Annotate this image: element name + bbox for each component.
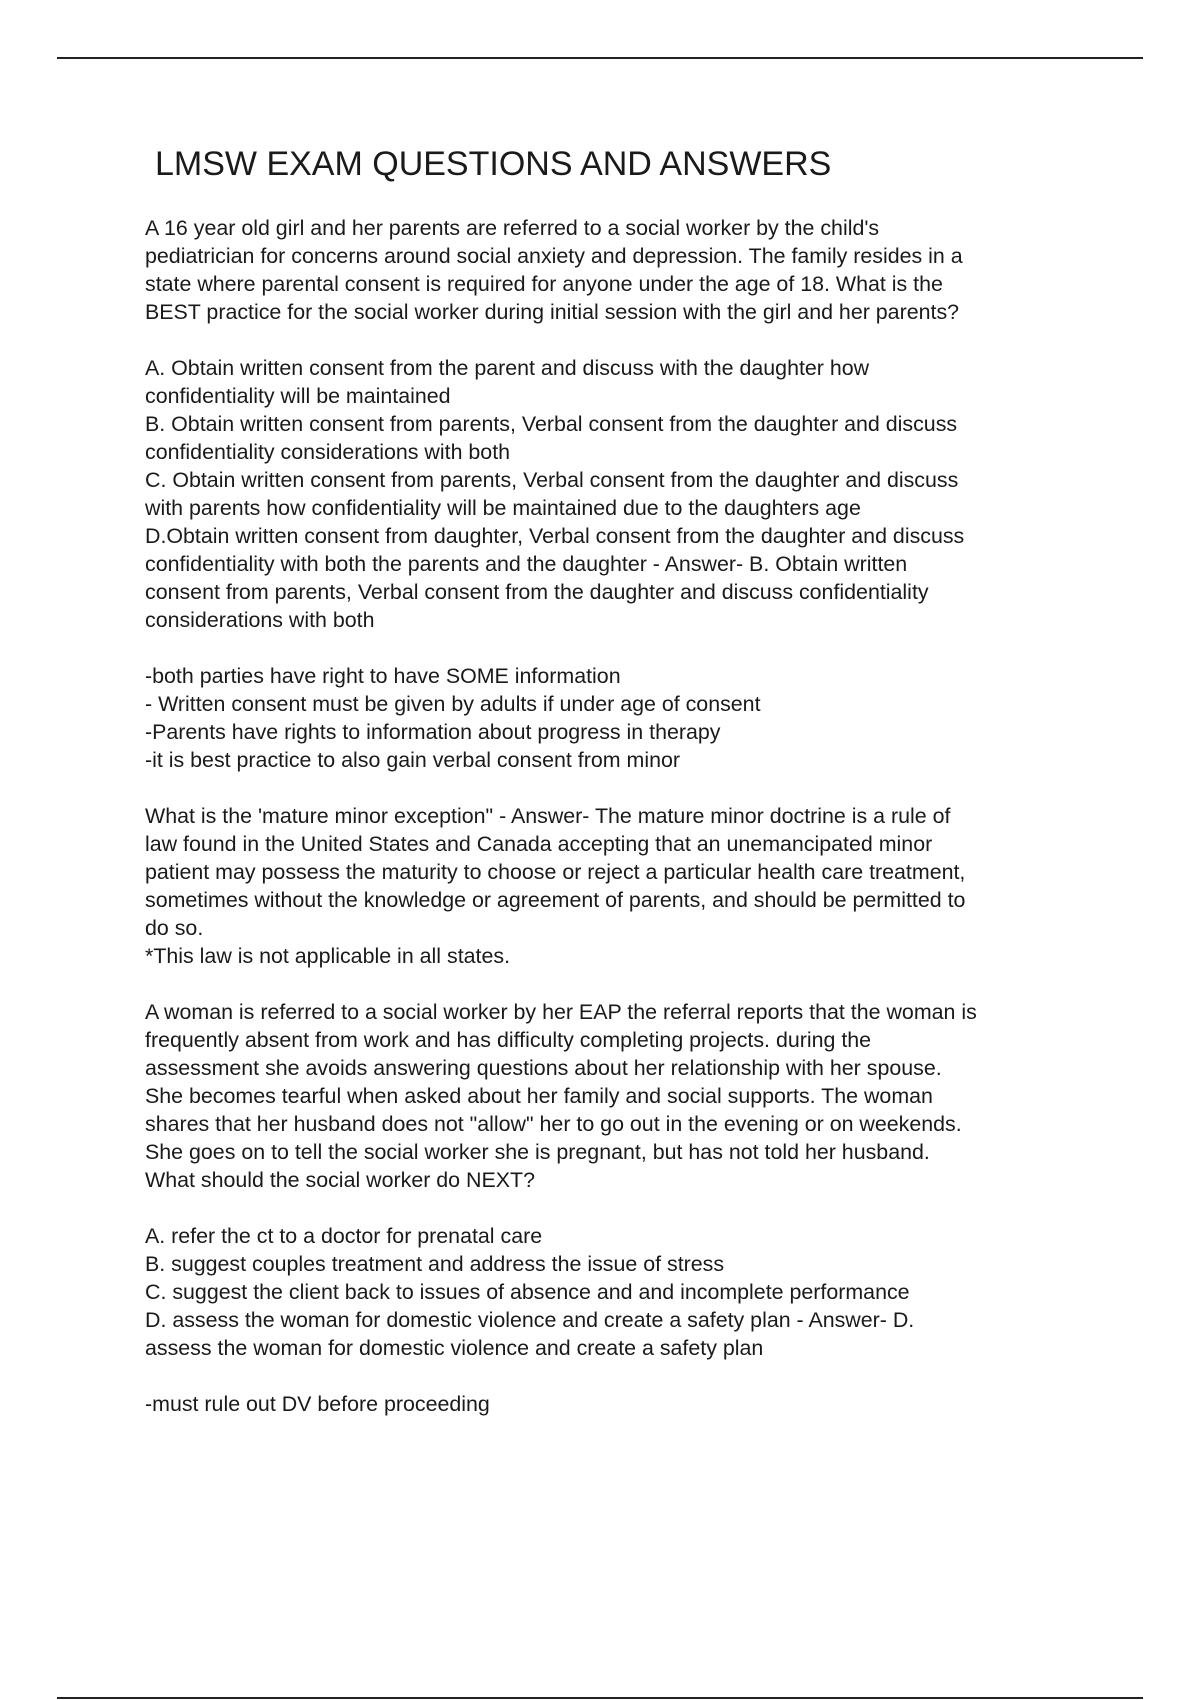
text-line: B. suggest couples treatment and address the issue of stress [145, 1252, 725, 1276]
text-line: -must rule out DV before proceeding [145, 1392, 490, 1416]
text-line: confidentiality with both the parents and the daughter - Answer- B. Obtain written [145, 552, 908, 576]
text-line: C. suggest the client back to issues of absence and and incomplete performance [145, 1280, 910, 1304]
question-3-notes [145, 1390, 1105, 1418]
top-rule [57, 57, 1143, 59]
text-line: sometimes without the knowledge or agreement of parents, and should be permitted to [145, 888, 966, 912]
text-line: What is the 'mature minor exception" - Answer- The mature minor doctrine is a rule of [145, 804, 951, 828]
text-line: confidentiality considerations with both [145, 440, 511, 464]
text-line: with parents how confidentiality will be maintained due to the daughters age [145, 496, 861, 520]
question-1-options [145, 354, 1105, 634]
text-line: *This law is not applicable in all states. [145, 944, 511, 968]
text-line: -it is best practice to also gain verbal consent from minor [145, 748, 680, 772]
page-title: LMSW EXAM QUESTIONS AND ANSWERS [155, 145, 832, 183]
text-line: -Parents have rights to information about progress in therapy [145, 720, 721, 744]
question-3-options [145, 1222, 1105, 1362]
text-line: consent from parents, Verbal consent from the daughter and discuss confidentiality [145, 580, 929, 604]
text-line: A 16 year old girl and her parents are referred to a social worker by the child's [145, 216, 880, 240]
text-line: She goes on to tell the social worker she is pregnant, but has not told her husband. [145, 1140, 930, 1164]
text-line: A. Obtain written consent from the parent and discuss with the daughter how [145, 356, 870, 380]
text-line: A. refer the ct to a doctor for prenatal care [145, 1224, 543, 1248]
question-3-stem [145, 998, 1105, 1194]
text-line: pediatrician for concerns around social anxiety and depression. The family resides in a [145, 244, 963, 268]
text-line: law found in the United States and Canada accepting that an unemancipated minor [145, 832, 933, 856]
text-line: BEST practice for the social worker during initial session with the girl and her parents? [145, 300, 960, 324]
text-line: What should the social worker do NEXT? [145, 1168, 535, 1192]
text-line: D.Obtain written consent from daughter, Verbal consent from the daughter and discuss [145, 524, 965, 548]
text-line: considerations with both [145, 608, 375, 632]
text-line: assessment she avoids answering questions about her relationship with her spouse. [145, 1056, 942, 1080]
document-body [145, 214, 1105, 1446]
text-line: state where parental consent is required for anyone under the age of 18. What is the [145, 272, 943, 296]
question-1-stem [145, 214, 1105, 326]
text-line: D. assess the woman for domestic violence and create a safety plan - Answer- D. [145, 1308, 915, 1332]
bottom-rule [57, 1697, 1143, 1699]
question-1-notes [145, 662, 1105, 774]
text-line: A woman is referred to a social worker by her EAP the referral reports that the woman is [145, 1000, 977, 1024]
text-line: patient may possess the maturity to choose or reject a particular health care treatment, [145, 860, 966, 884]
text-line: do so. [145, 916, 204, 940]
text-line: frequently absent from work and has difficulty completing projects. during the [145, 1028, 872, 1052]
text-line: assess the woman for domestic violence and create a safety plan [145, 1336, 764, 1360]
text-line: B. Obtain written consent from parents, Verbal consent from the daughter and discuss [145, 412, 958, 436]
question-2 [145, 802, 1105, 970]
text-line: - Written consent must be given by adults if under age of consent [145, 692, 761, 716]
text-line: -both parties have right to have SOME information [145, 664, 621, 688]
text-line: She becomes tearful when asked about her family and social supports. The woman [145, 1084, 933, 1108]
text-line: C. Obtain written consent from parents, Verbal consent from the daughter and discuss [145, 468, 959, 492]
text-line: shares that her husband does not "allow" her to go out in the evening or on weekends. [145, 1112, 962, 1136]
text-line: confidentiality will be maintained [145, 384, 451, 408]
